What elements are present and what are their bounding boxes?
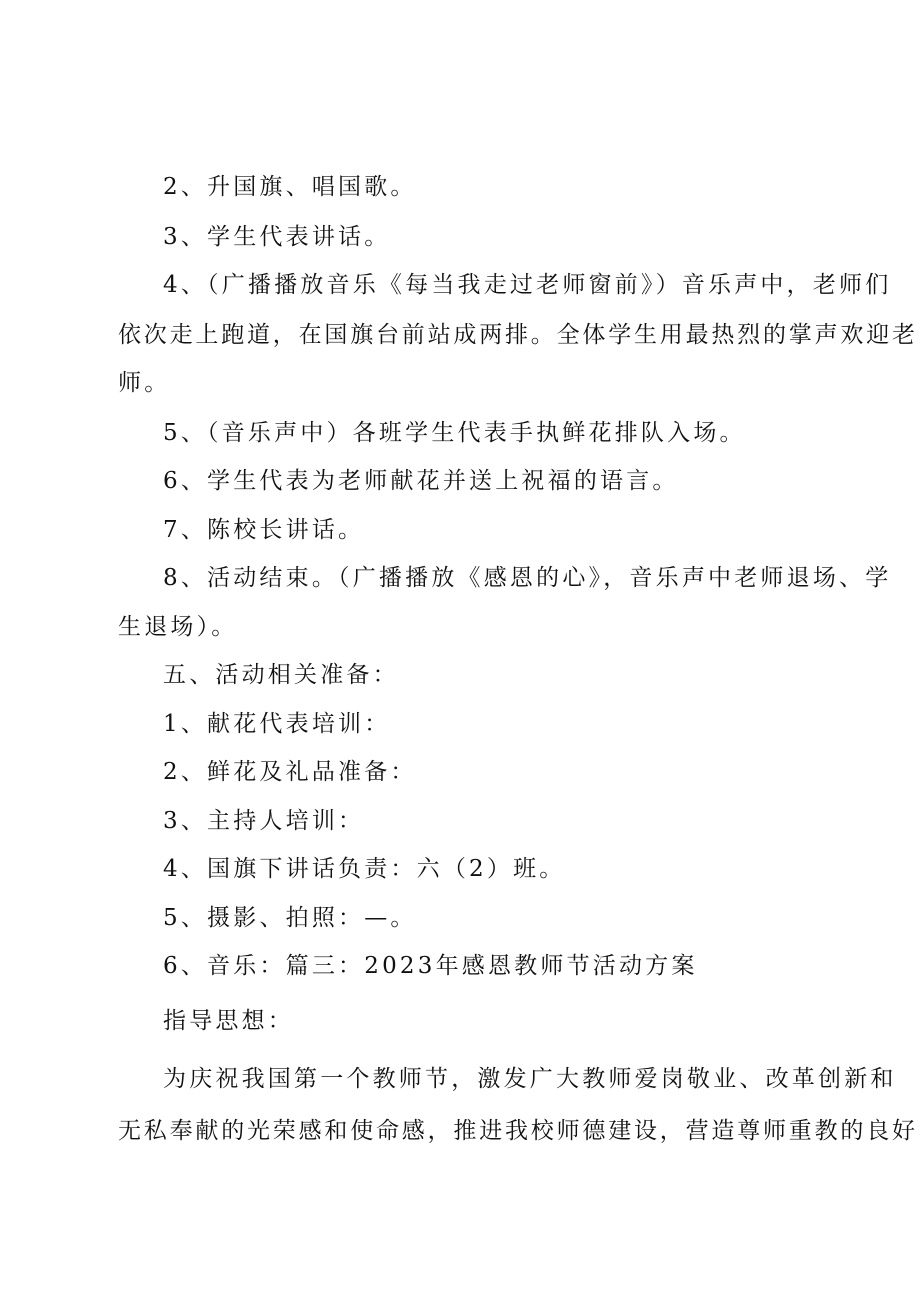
section-heading-five: 五、活动相关准备：	[163, 662, 399, 688]
prep-item-2: 2、鲜花及礼品准备：	[163, 759, 417, 785]
paragraph-line-1: 为庆祝我国第一个教师节，激发广大教师爱岗敬业、改革创新和	[163, 1066, 897, 1092]
list-item-8-line-1: 8、活动结束。（广播播放《感恩的心》，音乐声中老师退场、学	[163, 565, 892, 591]
prep-item-3: 3、主持人培训：	[163, 808, 365, 834]
list-item-8-line-2: 生退场）。	[118, 614, 238, 640]
list-item-6: 6、学生代表为老师献花并送上祝福的语言。	[163, 468, 679, 494]
list-item-4-line-3: 师。	[118, 370, 171, 396]
guiding-thought-heading: 指导思想：	[163, 1008, 294, 1034]
prep-item-1: 1、献花代表培训：	[163, 711, 391, 737]
paragraph-line-2: 无私奉献的光荣感和使命感，推进我校师德建设，营造尊师重教的良好	[118, 1118, 918, 1144]
prep-item-4: 4、国旗下讲话负责：六（2）班。	[163, 856, 566, 882]
list-item-7: 7、陈校长讲话。	[163, 517, 365, 543]
prep-item-6: 6、音乐：篇三：2023年感恩教师节活动方案	[163, 953, 698, 979]
list-item-3: 3、学生代表讲话。	[163, 224, 391, 250]
prep-item-5: 5、摄影、拍照：—。	[163, 905, 417, 931]
list-item-4-line-2: 依次走上跑道，在国旗台前站成两排。全体学生用最热烈的掌声欢迎老	[118, 322, 918, 348]
list-item-2: 2、升国旗、唱国歌。	[163, 174, 417, 200]
list-item-4-line-1: 4、（广播播放音乐《每当我走过老师窗前》）音乐声中，老师们	[163, 272, 892, 298]
list-item-5: 5、（音乐声中）各班学生代表手执鲜花排队入场。	[163, 420, 746, 446]
